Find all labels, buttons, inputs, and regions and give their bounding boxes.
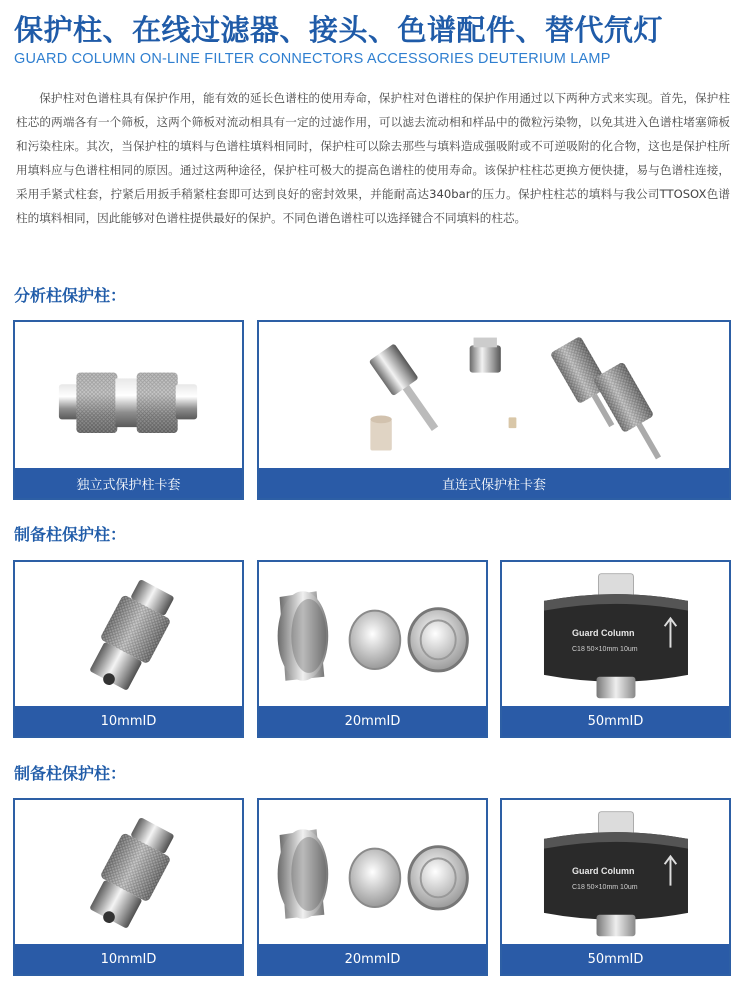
guard-column-spec: C18 50×10mm 10um <box>572 884 638 891</box>
prep-20mm-icon-2 <box>259 800 486 944</box>
card-caption: 10mmID <box>15 706 242 736</box>
page-title: 保护柱、在线过滤器、接头、色谱配件、替代氘灯 <box>14 13 664 47</box>
section-title-preparative-2: 制备柱保护柱： <box>14 764 127 783</box>
intro-paragraph: 保护柱对色谱柱具有保护作用，能有效的延长色谱柱的使用寿命，保护柱对色谱柱的保护作用通过以下两种方式来实现。首先，保护柱柱芯的两端各有一个筛板，这两个筛板对流动相具有一定的过滤作用，可以滤去流动相和样品中的微粒污染物，以免其进入色谱柱堵塞筛板和污染柱床。其次，当保护柱的填料与色谱柱填料相同时，保护柱可以除去那些与填料造成强吸附或不可逆吸附的化合物，这也是保护柱所用填料应与色谱柱相同的原因。通过这两种途径，保护柱可极大的提高色谱柱的使用寿命。该保护柱柱芯更换方便快捷，易与色谱柱连接，采用手紧式柱套，拧紧后用扳手稍紧柱套即可达到良好的密封效果，并能耐高达340bar的压力。保护柱柱芯的填料与我公司TTOSOX色谱柱的填料相同，因此能够对色谱柱提供最好的保护。不同色谱色谱柱可以选择键合不同填料的柱芯。 <box>16 91 730 225</box>
card-caption: 20mmID <box>259 706 486 736</box>
direct-holder-image <box>259 322 729 468</box>
card-caption: 独立式保护柱卡套 <box>15 468 242 498</box>
prep-20mm-image <box>259 562 486 706</box>
product-card-prep-10mm-2[interactable] <box>13 798 244 976</box>
section-title-preparative: 制备柱保护柱： <box>14 525 127 544</box>
prep-20mm-image-2 <box>259 800 486 944</box>
guard-column-label: Guard Column <box>572 628 635 638</box>
direct-holder-icon <box>259 322 729 468</box>
guard-column-label: Guard Column <box>572 866 635 876</box>
guard-column-spec: C18 50×10mm 10um <box>572 646 638 653</box>
product-card-prep-50mm[interactable] <box>500 560 731 738</box>
card-caption: 10mmID <box>15 944 242 974</box>
product-card-prep-50mm-2[interactable] <box>500 798 731 976</box>
prep-10mm-icon-2 <box>15 800 242 944</box>
prep-10mm-image <box>15 562 242 706</box>
product-card-standalone-holder[interactable] <box>13 320 244 500</box>
product-card-prep-20mm[interactable] <box>257 560 488 738</box>
prep-10mm-icon <box>15 562 242 706</box>
card-caption: 50mmID <box>502 706 729 736</box>
prep-10mm-image-2 <box>15 800 242 944</box>
card-caption: 20mmID <box>259 944 486 974</box>
product-card-direct-holder[interactable] <box>257 320 731 500</box>
standalone-holder-icon <box>15 322 242 468</box>
card-caption: 50mmID <box>502 944 729 974</box>
standalone-holder-image <box>15 322 242 468</box>
card-caption: 直连式保护柱卡套 <box>259 468 729 498</box>
product-card-prep-10mm[interactable] <box>13 560 244 738</box>
section-title-analytical: 分析柱保护柱： <box>14 286 127 305</box>
prep-20mm-icon <box>259 562 486 706</box>
page-subtitle: GUARD COLUMN ON-LINE FILTER CONNECTORS ACCESSORIES DEUTERIUM LAMP <box>14 51 611 67</box>
product-card-prep-20mm-2[interactable] <box>257 798 488 976</box>
